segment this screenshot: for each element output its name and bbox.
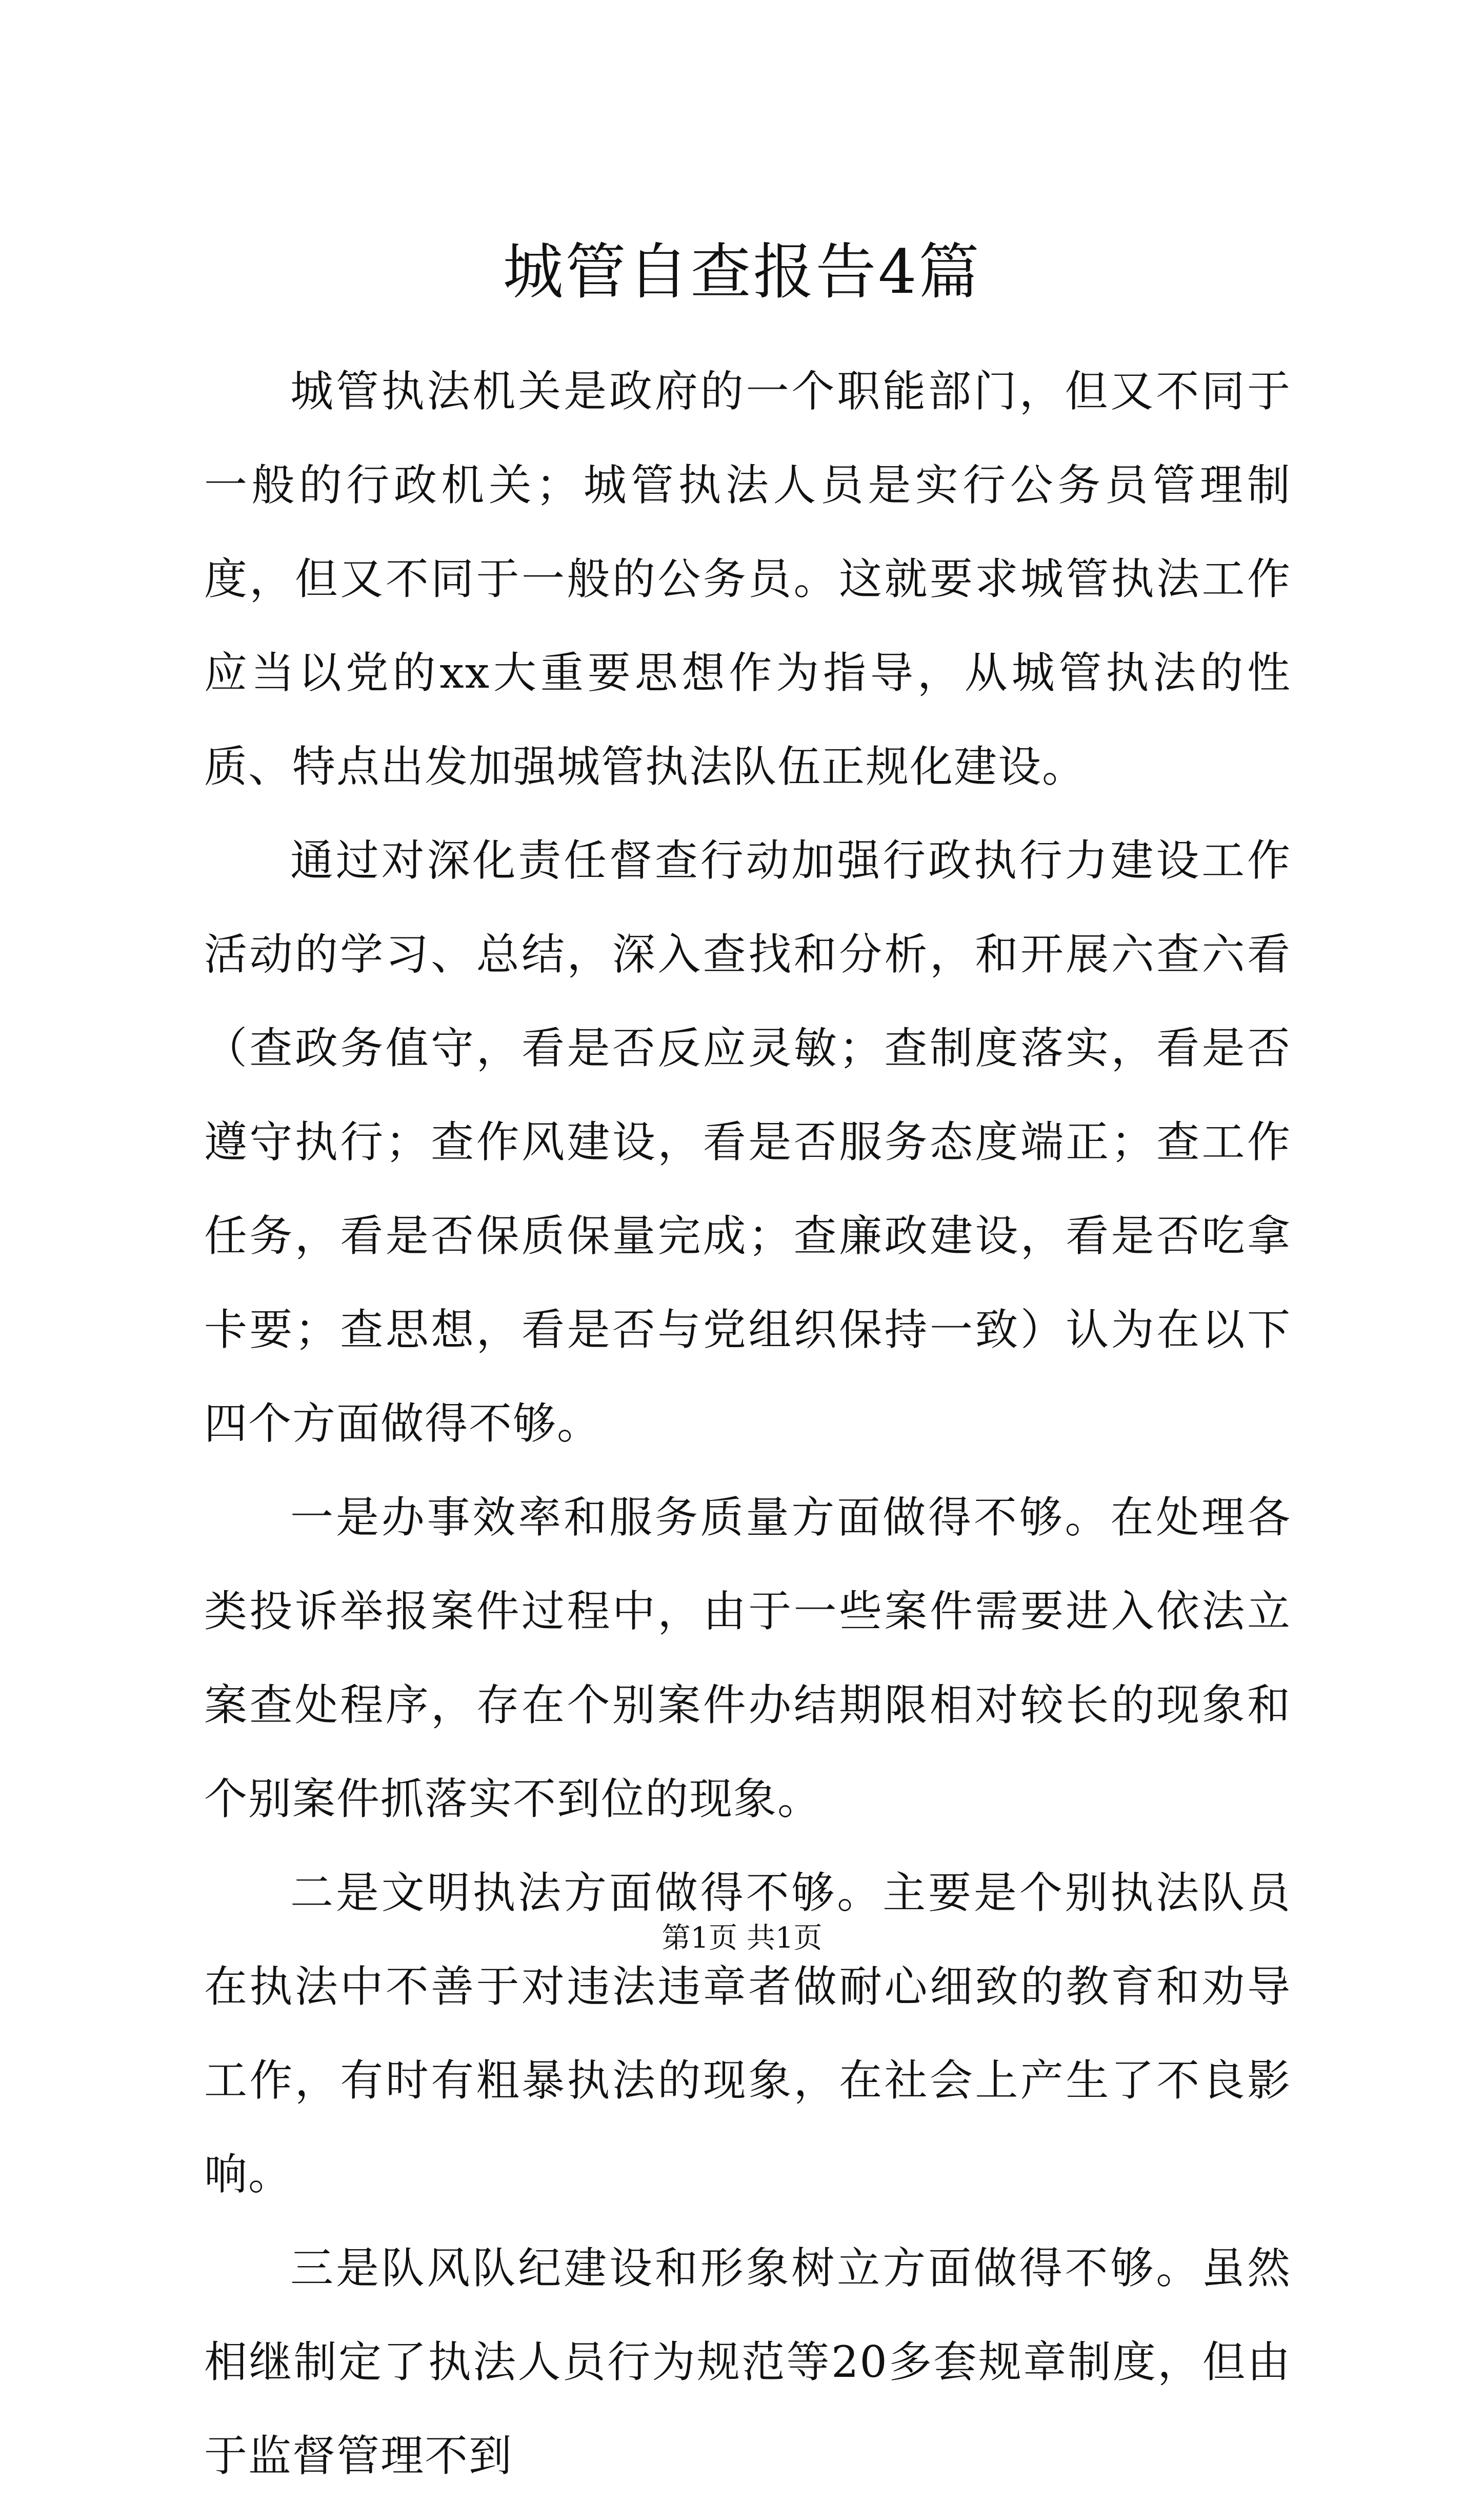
paragraph-issue-civilized-enforcement: 二是文明执法方面做得不够。主要是个别执法队员在执法中不善于对违法违章者做耐心细致的教育和劝导工作，有时有粗暴执法的现象，在社会上产生了不良影响。	[204, 1868, 1291, 2199]
document-body	[204, 345, 1291, 2503]
page-footer: 第1页 共1页	[661, 1921, 823, 1955]
paragraph-issue-discipline: 三是队风队纪建设和形象树立方面做得不够。虽然相继制定了执法人员行为规范等20多套规章制度，但由于监督管理不到	[204, 2243, 1291, 2481]
paragraph-self-check: 通过对深化责任督查行动加强行政执行力建设工作活动的学习、总结，深入查找和分析，和开展六查六看（查政务值守，看是否反应灵敏；查制度落实，看是否遵守执行；查作风建设，看是否服务态度端正；查工作任务，看是否保质保量完成；查廉政建设，看是否吃拿卡要；查思想，看是否与党组织保持一致）认为在以下四个方面做得不够。	[204, 835, 1291, 1449]
paragraph-issue-efficiency: 一是办事效率和服务质量方面做得不够。在处理各类投诉举报案件过程中，由于一些案件需要进入依法立案查处程序，存在个别案件办结期限相对较长的现象和个别案件抓落实不到位的现象。	[204, 1492, 1291, 1824]
paragraph-intro: 城管执法机关是政府的一个职能部门，但又不同于一般的行政机关；城管执法人员是实行公务员管理制度，但又不同于一般的公务员。这就要求城管执法工作应当以党的xx大重要思想作为指导，从城管执法的性质、特点出发加强城管执法队伍正规化建设。	[204, 366, 1291, 792]
document-title: 城管自查报告4篇	[503, 236, 981, 307]
